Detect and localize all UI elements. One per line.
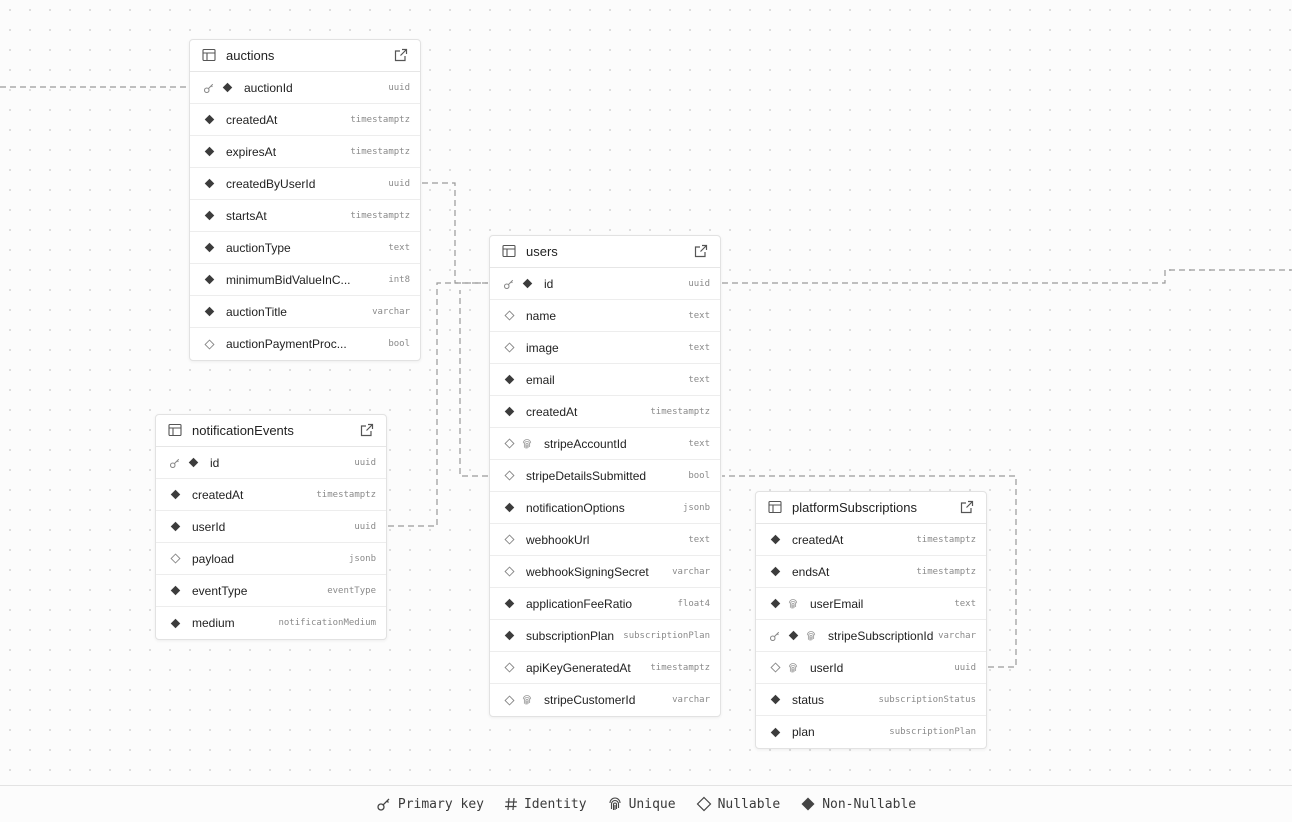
column-name: id: [210, 455, 220, 470]
nullable-diamond-icon: [168, 552, 182, 566]
column-row[interactable]: [156, 607, 386, 639]
hash-icon: [504, 797, 518, 811]
column-name: eventType: [192, 583, 248, 598]
column-icons: [502, 629, 520, 643]
column-type: varchar: [372, 306, 410, 317]
non-nullable-diamond-icon: [786, 629, 800, 643]
column-row[interactable]: [190, 104, 420, 136]
column-type: varchar: [672, 695, 710, 705]
column-row[interactable]: [156, 575, 386, 607]
non-nullable-diamond-icon: [502, 629, 516, 643]
column-type: jsonb: [682, 502, 710, 513]
non-nullable-diamond-icon: [768, 693, 782, 707]
column-row[interactable]: [490, 492, 720, 524]
column-icons: [168, 552, 186, 566]
hollow-diamond-icon: [696, 796, 712, 812]
column-type: timestamptz: [350, 210, 410, 221]
table-icon: [202, 48, 218, 64]
column-row[interactable]: [190, 136, 420, 168]
key-icon: [376, 796, 392, 812]
column-type: uuid: [388, 178, 410, 189]
column-row[interactable]: [756, 716, 986, 748]
column-name: subscriptionPlan: [526, 628, 615, 643]
non-nullable-diamond-icon: [502, 405, 516, 419]
non-nullable-diamond-icon: [220, 81, 234, 95]
column-icons: [502, 597, 520, 611]
column-type: bool: [388, 339, 410, 349]
column-name: webhookSigningSecret: [526, 564, 649, 579]
table-auctions[interactable]: [189, 39, 421, 361]
table-header: [156, 415, 386, 447]
column-type: timestamptz: [350, 146, 410, 157]
non-nullable-diamond-icon: [502, 373, 516, 387]
column-type: int8: [388, 274, 410, 285]
column-type: text: [688, 310, 710, 321]
column-type: text: [954, 598, 976, 609]
column-icons: [168, 584, 186, 598]
column-icons: [202, 145, 220, 159]
nullable-diamond-icon: [502, 309, 516, 323]
column-type: timestamptz: [916, 534, 976, 545]
column-type: subscriptionPlan: [889, 727, 976, 737]
column-name: userEmail: [810, 596, 864, 611]
non-nullable-diamond-icon: [768, 533, 782, 547]
column-icons: [502, 533, 520, 547]
column-type: subscriptionPlan: [623, 630, 710, 641]
column-row[interactable]: [490, 460, 720, 492]
column-type: uuid: [354, 521, 376, 532]
column-icons: [768, 533, 786, 547]
non-nullable-diamond-icon: [520, 277, 534, 291]
column-row[interactable]: [756, 556, 986, 588]
non-nullable-diamond-icon: [202, 241, 216, 255]
edge-auctions-createdByUserId-to-users-id: [422, 183, 488, 283]
non-nullable-diamond-icon: [202, 273, 216, 287]
non-nullable-diamond-icon: [202, 113, 216, 127]
column-type: text: [388, 242, 410, 253]
unique-fingerprint-icon: [520, 437, 534, 451]
column-type: notificationMedium: [278, 618, 376, 628]
column-type: uuid: [354, 457, 376, 468]
nullable-diamond-icon: [502, 469, 516, 483]
table-title: platformSubscriptions: [792, 500, 917, 515]
column-row[interactable]: [190, 232, 420, 264]
column-type: uuid: [388, 82, 410, 93]
table-header: [490, 236, 720, 268]
column-row[interactable]: [756, 588, 986, 620]
column-name: medium: [192, 616, 235, 630]
column-icons: [202, 273, 220, 287]
column-row[interactable]: [490, 300, 720, 332]
column-row[interactable]: [156, 511, 386, 543]
column-icons: [768, 597, 804, 611]
column-type: text: [688, 342, 710, 353]
column-type: varchar: [938, 630, 976, 641]
column-icons: [502, 309, 520, 323]
legend-identity-label: Identity: [523, 796, 587, 812]
column-name: createdByUserId: [226, 176, 316, 191]
non-nullable-diamond-icon: [168, 520, 182, 534]
legend-nullable: [696, 796, 781, 812]
table-header: [756, 492, 986, 524]
column-row[interactable]: [490, 620, 720, 652]
column-type: varchar: [672, 566, 710, 577]
column-row[interactable]: [756, 684, 986, 716]
column-name: minimumBidValueInC...: [226, 272, 351, 287]
column-row[interactable]: [156, 479, 386, 511]
column-icons: [168, 616, 186, 630]
column-name: auctionId: [244, 80, 293, 95]
column-name: image: [526, 340, 559, 355]
column-name: expiresAt: [226, 144, 277, 159]
column-type: timestamptz: [316, 489, 376, 500]
legend-unique-label: Unique: [628, 796, 676, 812]
column-icons: [202, 177, 220, 191]
column-row[interactable]: [190, 72, 420, 104]
column-icons: [202, 241, 220, 255]
column-name: plan: [792, 725, 815, 739]
column-name: auctionPaymentProc...: [226, 337, 347, 351]
column-name: email: [526, 372, 555, 387]
table-platformSubscriptions[interactable]: [755, 491, 987, 749]
column-icons: [768, 565, 786, 579]
column-icons: [768, 693, 786, 707]
column-icons: [502, 405, 520, 419]
column-type: eventType: [327, 585, 376, 596]
column-type: subscriptionStatus: [878, 694, 976, 705]
column-type: jsonb: [348, 553, 376, 564]
column-name: id: [544, 276, 554, 291]
column-type: timestamptz: [650, 406, 710, 417]
column-name: webhookUrl: [526, 532, 590, 547]
external-link-icon[interactable]: [694, 244, 710, 260]
table-title: notificationEvents: [192, 423, 294, 438]
non-nullable-diamond-icon: [202, 145, 216, 159]
column-icons: [168, 456, 204, 470]
non-nullable-diamond-icon: [186, 456, 200, 470]
column-name: stripeCustomerId: [544, 693, 636, 707]
column-name: stripeDetailsSubmitted: [526, 468, 647, 483]
nullable-diamond-icon: [502, 661, 516, 675]
nullable-diamond-icon: [502, 437, 516, 451]
table-notificationEvents[interactable]: [155, 414, 387, 640]
column-row[interactable]: [190, 200, 420, 232]
column-row[interactable]: [756, 620, 986, 652]
column-row[interactable]: [490, 268, 720, 300]
column-type: timestamptz: [350, 114, 410, 125]
column-row[interactable]: [490, 588, 720, 620]
non-nullable-diamond-icon: [768, 725, 782, 739]
filled-diamond-icon: [800, 796, 816, 812]
column-row[interactable]: [490, 428, 720, 460]
column-icons: [502, 469, 520, 483]
edge-users-id-to-offscreen: [722, 270, 1292, 283]
fingerprint-icon: [607, 796, 623, 812]
non-nullable-diamond-icon: [202, 209, 216, 223]
column-row[interactable]: [490, 652, 720, 684]
unique-fingerprint-icon: [804, 629, 818, 643]
legend-nullable-label: Nullable: [717, 796, 781, 812]
column-row[interactable]: [756, 652, 986, 684]
edge-users-stripeDetails-loop: [460, 290, 488, 476]
non-nullable-diamond-icon: [168, 488, 182, 502]
column-icons: [168, 520, 186, 534]
column-type: timestamptz: [916, 566, 976, 577]
non-nullable-diamond-icon: [168, 584, 182, 598]
table-icon: [168, 423, 184, 439]
column-type: text: [688, 374, 710, 385]
column-type: uuid: [954, 662, 976, 673]
legend-identity: [504, 797, 587, 812]
column-icons: [768, 629, 822, 643]
column-icons: [202, 209, 220, 223]
column-icons: [502, 501, 520, 515]
table-users[interactable]: [489, 235, 721, 717]
column-icons: [502, 341, 520, 355]
column-row[interactable]: [190, 264, 420, 296]
non-nullable-diamond-icon: [202, 305, 216, 319]
column-name: notificationOptions: [526, 500, 625, 515]
column-name: payload: [192, 551, 235, 566]
column-icons: [202, 337, 220, 351]
column-row[interactable]: [490, 396, 720, 428]
nullable-diamond-icon: [502, 565, 516, 579]
nullable-diamond-icon: [502, 341, 516, 355]
column-icons: [202, 113, 220, 127]
column-name: auctionTitle: [226, 304, 287, 319]
column-name: userId: [810, 660, 844, 675]
column-row[interactable]: [756, 524, 986, 556]
primary-key-icon: [502, 277, 516, 291]
column-icons: [502, 661, 520, 675]
non-nullable-diamond-icon: [768, 597, 782, 611]
non-nullable-diamond-icon: [202, 177, 216, 191]
column-name: endsAt: [792, 564, 830, 579]
primary-key-icon: [768, 629, 782, 643]
column-icons: [768, 725, 786, 739]
column-icons: [502, 437, 538, 451]
column-row[interactable]: [490, 332, 720, 364]
column-name: stripeAccountId: [544, 436, 627, 451]
table-title: auctions: [226, 48, 275, 63]
column-row[interactable]: [490, 556, 720, 588]
legend-primary-key: [376, 796, 484, 812]
column-type: timestamptz: [650, 662, 710, 673]
column-name: createdAt: [192, 487, 244, 502]
column-row[interactable]: [156, 543, 386, 575]
table-header: [190, 40, 420, 72]
column-name: stripeSubscriptionId: [828, 628, 934, 643]
column-icons: [202, 305, 220, 319]
column-type: text: [688, 438, 710, 449]
column-name: apiKeyGeneratedAt: [526, 660, 631, 675]
column-name: createdAt: [226, 112, 278, 127]
non-nullable-diamond-icon: [168, 616, 182, 630]
unique-fingerprint-icon: [786, 597, 800, 611]
table-icon: [768, 500, 784, 516]
column-icons: [502, 565, 520, 579]
legend-non-nullable-label: Non-Nullable: [822, 796, 917, 812]
column-row[interactable]: [190, 296, 420, 328]
column-name: applicationFeeRatio: [526, 596, 633, 611]
table-icon: [502, 244, 518, 260]
external-link-icon[interactable]: [394, 48, 410, 64]
nullable-diamond-icon: [202, 337, 216, 351]
column-type: text: [688, 534, 710, 545]
nullable-diamond-icon: [502, 693, 516, 707]
legend-unique: [607, 796, 676, 812]
external-link-icon[interactable]: [960, 500, 976, 516]
legend-bar: [0, 785, 1292, 822]
column-icons: [202, 81, 238, 95]
column-name: createdAt: [792, 532, 844, 547]
column-icons: [168, 488, 186, 502]
column-icons: [502, 373, 520, 387]
unique-fingerprint-icon: [786, 661, 800, 675]
nullable-diamond-icon: [768, 661, 782, 675]
unique-fingerprint-icon: [520, 693, 534, 707]
column-row[interactable]: [490, 684, 720, 716]
column-row[interactable]: [190, 328, 420, 360]
column-type: uuid: [688, 278, 710, 289]
column-type: float4: [677, 598, 710, 609]
non-nullable-diamond-icon: [502, 501, 516, 515]
primary-key-icon: [202, 81, 216, 95]
column-name: auctionType: [226, 240, 291, 255]
column-name: createdAt: [526, 404, 578, 419]
external-link-icon[interactable]: [360, 423, 376, 439]
column-icons: [502, 693, 538, 707]
legend-non-nullable: [800, 796, 916, 812]
column-icons: [768, 661, 804, 675]
table-title: users: [526, 244, 558, 259]
column-name: name: [526, 308, 557, 323]
column-type: bool: [688, 470, 710, 481]
column-name: startsAt: [226, 208, 267, 223]
column-row[interactable]: [490, 364, 720, 396]
legend-primary-key-label: Primary key: [397, 796, 484, 812]
column-icons: [502, 277, 538, 291]
column-row[interactable]: [190, 168, 420, 200]
column-row[interactable]: [156, 447, 386, 479]
primary-key-icon: [168, 456, 182, 470]
column-row[interactable]: [490, 524, 720, 556]
non-nullable-diamond-icon: [768, 565, 782, 579]
column-name: userId: [192, 519, 226, 534]
non-nullable-diamond-icon: [502, 597, 516, 611]
nullable-diamond-icon: [502, 533, 516, 547]
column-name: status: [792, 692, 825, 707]
